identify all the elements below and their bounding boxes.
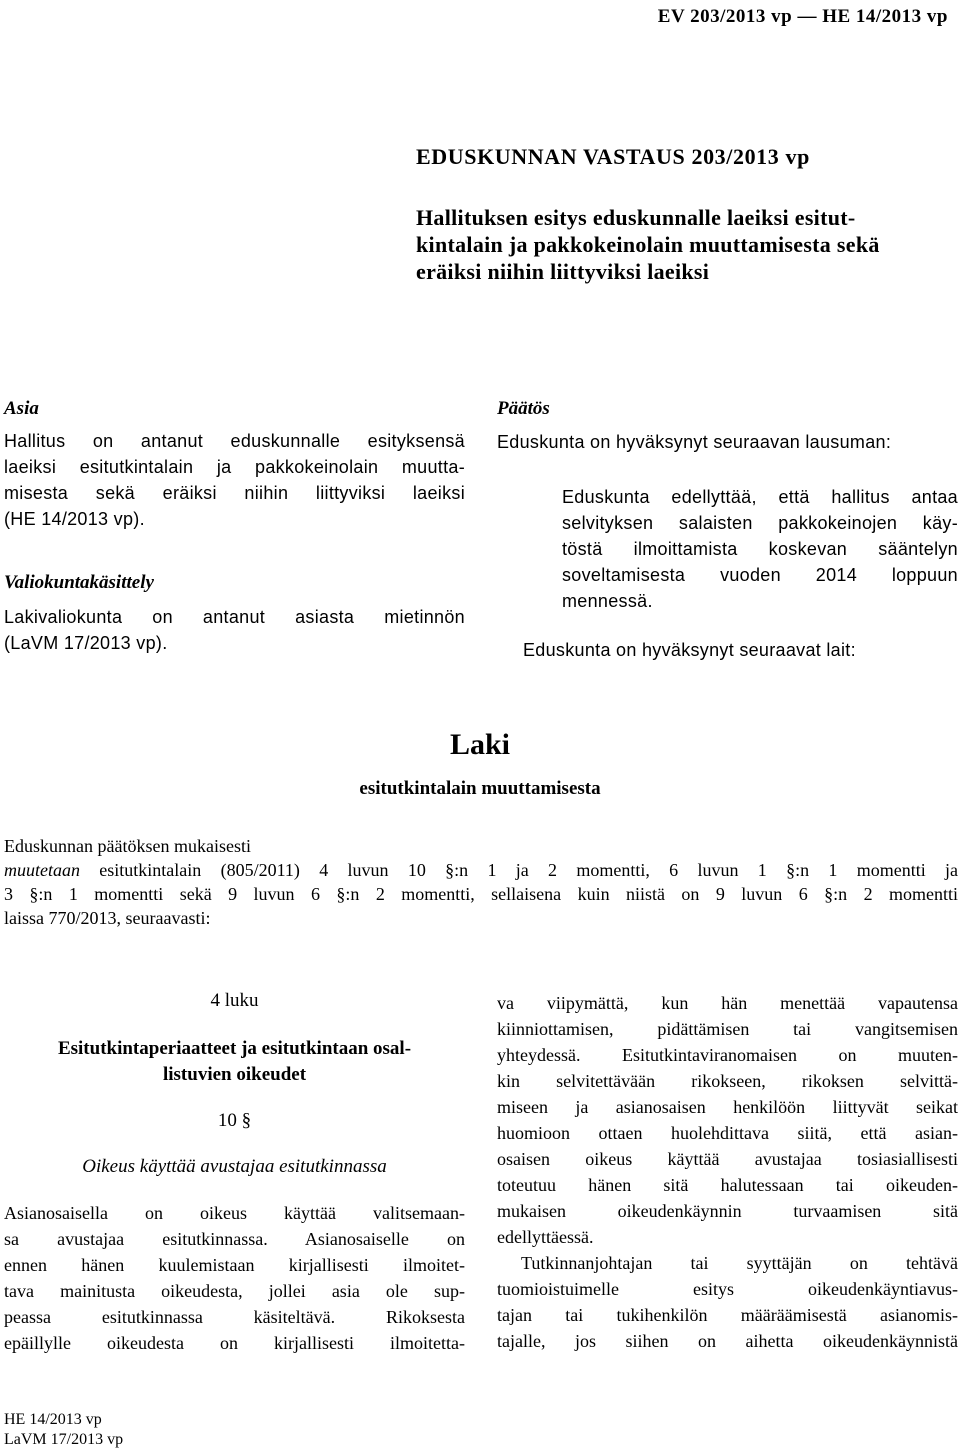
preamble-line: Eduskunnan päätöksen mukaisesti — [4, 836, 251, 856]
chapter-heading — [4, 1036, 465, 1088]
asia-line: (HE 14/2013 vp). — [4, 509, 145, 529]
body-line: Tutkinnanjohtajan tai syyttäjän on tehtävä — [521, 1253, 958, 1273]
body-line: mukaisen oikeudenkäynnin turvaamisen sitä — [497, 1201, 958, 1221]
subject-line: eräiksi niihin liittyviksi laeiksi — [416, 259, 710, 284]
body-line: peassa esitutkinnassa käsiteltävä. Rikoksesta — [4, 1307, 465, 1327]
body-line: Asianosaisella on oikeus käyttää valitsemaan- — [4, 1203, 465, 1223]
body-line: sa avustajaa esitutkinnassa. Asianosaiselle on — [4, 1229, 465, 1249]
paatos-outro: Eduskunta on hyväksynyt seuraavat lait: — [523, 640, 856, 660]
asia-heading: Asia — [4, 398, 39, 419]
statement-line: selvityksen salaisten pakkokeinojen käy- — [562, 513, 958, 533]
body-line: kiinniottamisen, pidättämisen tai vangitsemisen — [497, 1019, 958, 1039]
footer-reference: LaVM 17/2013 vp — [4, 1431, 124, 1448]
statement-line: mennessä. — [562, 591, 653, 611]
body-line: tuomioistuimelle esitys oikeudenkäyntiavus- — [497, 1279, 958, 1299]
body-line: huomioon ottaen huolehdittava siitä, että asian- — [497, 1123, 958, 1143]
document-title: EDUSKUNNAN VASTAUS 203/2013 vp — [416, 144, 810, 169]
preamble-italic: muutetaan — [4, 860, 80, 880]
law-title: Laki — [449, 728, 511, 761]
body-line: tava mainitusta oikeudesta, jollei asia ole sup- — [4, 1281, 465, 1301]
paatos-statement — [562, 484, 958, 614]
chapter-heading-line: Esitutkintaperiaatteet ja esitutkintaan osal- — [57, 1038, 412, 1059]
section-number: 10 § — [217, 1110, 252, 1131]
subject-line: Hallituksen esitys eduskunnalle laeiksi esitut- — [416, 205, 856, 230]
preamble-line: 3 §:n 1 momentti sekä 9 luvun 6 §:n 2 momentti, sellaisena kuin niistä on 9 luvun 6 §:n 2 momentti — [4, 884, 958, 904]
footer-references — [4, 1410, 123, 1450]
valiokunta-paragraph — [4, 604, 465, 656]
section-body-right — [497, 990, 958, 1354]
valiokunta-line: (LaVM 17/2013 vp). — [4, 633, 168, 653]
subject-line: kintalain ja pakkokeinolain muuttamisesta sekä — [416, 232, 880, 257]
section-title: Oikeus käyttää avustajaa esitutkinnassa — [82, 1156, 387, 1177]
body-line: miseen ja asianosaisen henkilöön liittyvät seikat — [497, 1097, 958, 1117]
body-line: epäillylle oikeudesta on kirjallisesti ilmoitetta- — [4, 1333, 465, 1353]
asia-paragraph — [4, 428, 465, 532]
body-line: ennen hänen kuulemistaan kirjallisesti ilmoitet- — [4, 1255, 465, 1275]
body-line: va viipymättä, kun hän menettää vapautensa — [497, 993, 958, 1013]
body-line: osaisen oikeus käyttää avustajaa tosiasiallisesti — [497, 1149, 958, 1169]
footer-reference: HE 14/2013 vp — [4, 1411, 102, 1428]
chapter-number: 4 luku — [210, 990, 259, 1011]
valiokunta-heading: Valiokuntakäsittely — [4, 572, 154, 593]
body-line: kin selvitettävään rikokseen, rikoksen selvittä- — [497, 1071, 958, 1091]
law-subtitle: esitutkintalain muuttamisesta — [359, 778, 601, 799]
document-subject — [416, 204, 956, 285]
asia-line: Hallitus on antanut eduskunnalle esityksensä — [4, 431, 465, 451]
body-line: edellyttäessä. — [497, 1227, 594, 1247]
valiokunta-line: Lakivaliokunta on antanut asiasta mietinnön — [4, 607, 465, 627]
body-line: yhteydessä. Esitutkintaviranomaisen on muuten- — [497, 1045, 958, 1065]
law-preamble — [4, 834, 958, 930]
asia-line: misesta sekä eräiksi niihin liittyviksi laeiksi — [4, 483, 465, 503]
body-line: tajalle, jos siihen on aihetta oikeudenkäynnistä — [497, 1331, 958, 1351]
paatos-intro: Eduskunta on hyväksynyt seuraavan lausuman: — [497, 432, 892, 452]
statement-line: töstä ilmoittamista koskevan sääntelyn — [562, 539, 958, 559]
chapter-heading-line: listuvien oikeudet — [162, 1064, 307, 1085]
preamble-line-amend — [4, 858, 958, 882]
statement-line: soveltamisesta vuoden 2014 loppuun — [562, 565, 958, 585]
preamble-line: laissa 770/2013, seuraavasti: — [4, 908, 211, 928]
paatos-heading: Päätös — [497, 398, 550, 419]
asia-line: laeiksi esitutkintalain ja pakkokeinolain muutta- — [4, 457, 465, 477]
section-body-left — [4, 1200, 465, 1356]
statement-line: Eduskunta edellyttää, että hallitus antaa — [562, 487, 958, 507]
body-line: tajan tai tukihenkilön määräämisestä asianomis- — [497, 1305, 958, 1325]
preamble-rest: esitutkintalain (805/2011) 4 luvun 10 §:n 1 ja 2 momentti, 6 luvun 1 §:n 1 momentti ja — [80, 860, 958, 880]
body-line: toteutuu hänen sitä halutessaan tai oikeuden- — [497, 1175, 958, 1195]
running-header: EV 203/2013 vp — HE 14/2013 vp — [657, 6, 948, 27]
